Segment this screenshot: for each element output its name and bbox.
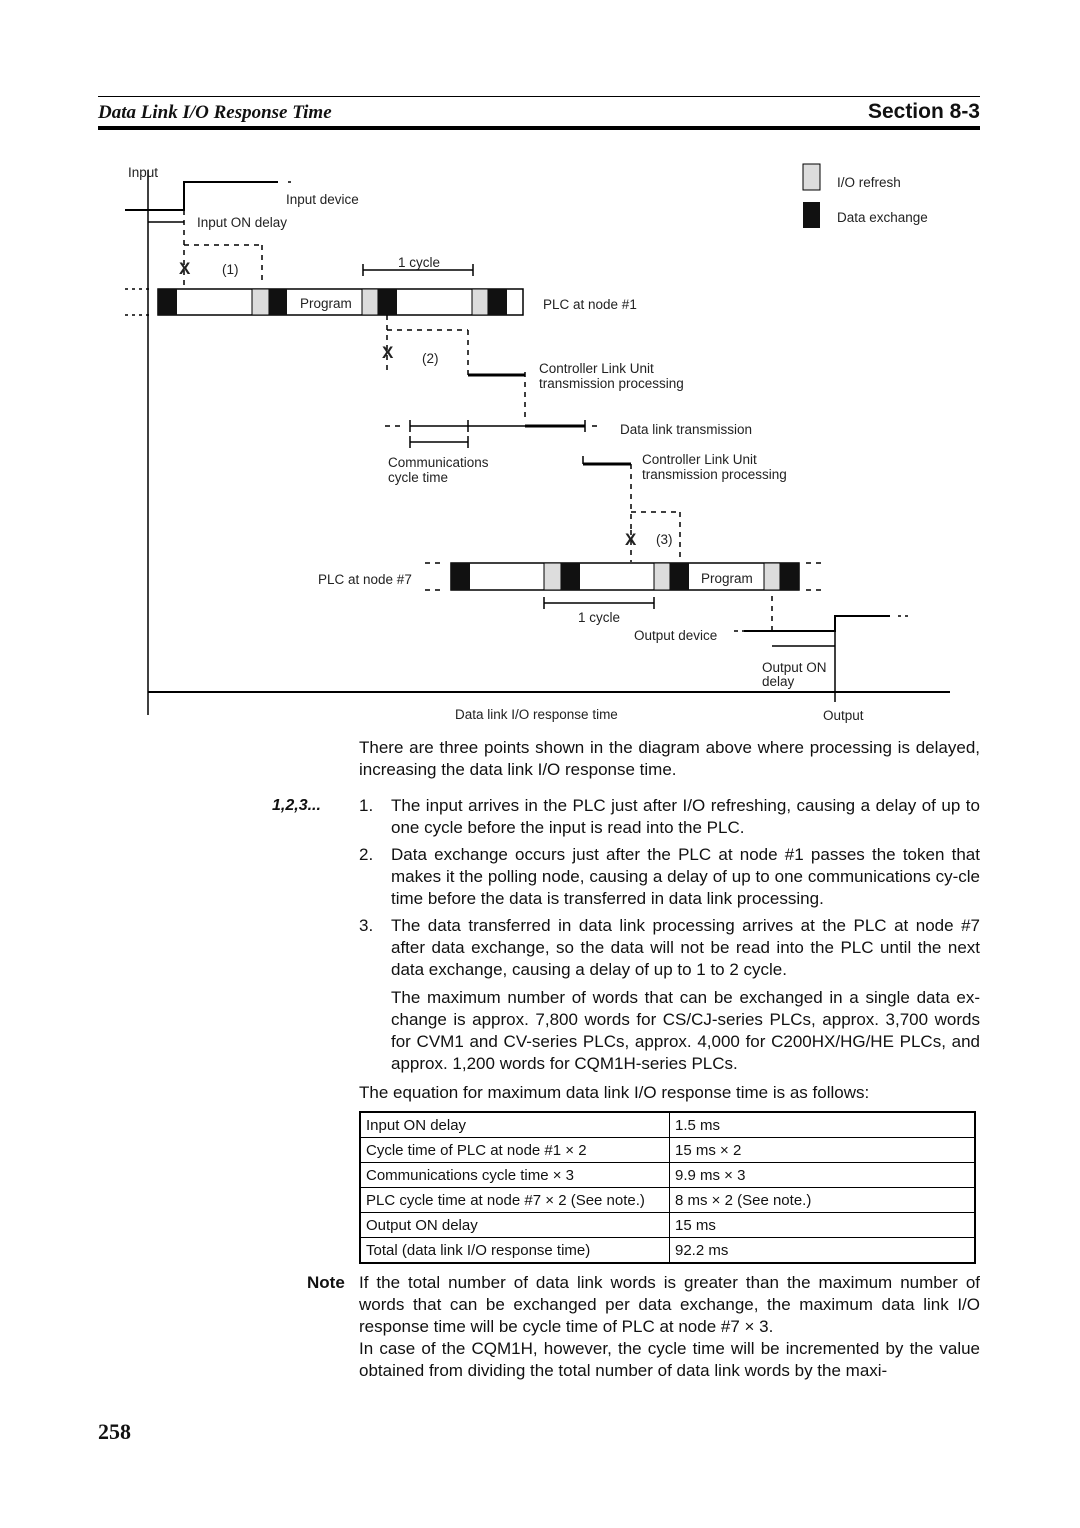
label-cycle-top: 1 cycle [398, 255, 441, 270]
x-marker-3: X [625, 530, 637, 549]
label-input-device: Input device [286, 192, 359, 207]
page-number: 258 [98, 1419, 131, 1444]
table-cell-value: 9.9 ms × 3 [670, 1163, 976, 1188]
table-cell-value: 92.2 ms [670, 1238, 976, 1264]
table-cell-value: 8 ms × 2 (See note.) [670, 1188, 976, 1213]
response-time-diagram [0, 150, 1080, 730]
x-marker-1: X [179, 259, 191, 278]
x-marker-2: X [382, 343, 394, 362]
header-rule [98, 126, 980, 130]
table-cell-label: Input ON delay [360, 1112, 670, 1138]
data-exchange-legend-swatch [803, 202, 820, 228]
note-paragraph-2: In case of the CQM1H, however, the cycle time will be incremented by the value obtained from dividing the total number of data link words by the maxi- [359, 1339, 980, 1380]
label-output-on-b: delay [762, 674, 795, 689]
item-3-number: 3. [359, 916, 374, 935]
legend-io-refresh: I/O refresh [837, 175, 901, 190]
max-words-paragraph: The maximum number of words that can be exchanged in a single data ex-change is approx. 7,800 words for CS/CJ-series PLCs, approx. 3,700 words for CVM1 and CV-series PLCs, approx. 4,000 for C200HX/HG/HE PLCs, and approx. 1,200 words for CQM1H-series PLCs. [391, 988, 980, 1073]
table-cell-label: PLC cycle time at node #7 × 2 (See note.) [360, 1188, 670, 1213]
item-2-number: 2. [359, 845, 374, 864]
label-clu-proc1-b: transmission processing [539, 376, 684, 391]
label-input-on-delay: Input ON delay [197, 215, 288, 230]
label-output-device: Output device [634, 628, 718, 643]
note-label: Note [307, 1273, 345, 1292]
table-row [360, 1163, 975, 1188]
label-data-link-transmission: Data link transmission [620, 422, 753, 437]
label-plc-node1: PLC at node #1 [543, 297, 637, 312]
label-clu-proc2-b: transmission processing [642, 467, 787, 482]
table-cell-value: 15 ms [670, 1213, 976, 1238]
label-marker-2: (2) [422, 351, 439, 366]
table-cell-label: Communications cycle time × 3 [360, 1163, 670, 1188]
label-output-on-a: Output ON [762, 660, 827, 675]
label-comm-cycle-b: cycle time [388, 470, 449, 485]
legend-data-exchange: Data exchange [837, 210, 928, 225]
table-cell-label: Output ON delay [360, 1213, 670, 1238]
page-header-title: Data Link I/O Response Time [98, 102, 332, 123]
label-clu-proc1-a: Controller Link Unit [539, 361, 654, 376]
table-row [360, 1112, 975, 1138]
label-output: Output [823, 708, 864, 723]
label-plc-node7: PLC at node #7 [318, 572, 412, 587]
label-comm-cycle-a: Communications [388, 455, 489, 470]
label-program-top: Program [300, 296, 352, 311]
table-cell-value: 15 ms × 2 [670, 1138, 976, 1163]
label-marker-1: (1) [222, 262, 239, 277]
io-refresh-legend-swatch [803, 164, 820, 190]
label-cycle-bottom: 1 cycle [578, 610, 621, 625]
header-top-rule [98, 96, 980, 97]
intro-paragraph: There are three points shown in the diagram above where processing is delayed, increasing the data link I/O response time. [359, 738, 980, 779]
label-program-bottom: Program [701, 571, 753, 586]
page-header-section: Section 8-3 [867, 100, 980, 123]
table-row [360, 1188, 975, 1213]
item-1-text: The input arrives in the PLC just after I/O refreshing, causing a delay of up to one cycle before the input is read into the PLC. [391, 796, 980, 837]
side-label: 1,2,3... [272, 797, 321, 814]
label-input: Input [128, 165, 159, 180]
table-row [360, 1138, 975, 1163]
table-cell-value: 1.5 ms [670, 1112, 976, 1138]
item-1-number: 1. [359, 796, 374, 815]
response-time-table [359, 1111, 976, 1264]
item-2-text: Data exchange occurs just after the PLC at node #1 passes the token that makes it the polling node, causing a delay of up to one communications cy-cle time before the data is transferred in data link processing. [391, 845, 980, 908]
note-paragraph-1: If the total number of data link words is greater than the maximum number of words that can be exchanged per data exchange, the maximum data link I/O response time will be cycle time of PLC at node #7 × 3. [359, 1273, 980, 1336]
table-row [360, 1213, 975, 1238]
equation-intro: The equation for maximum data link I/O response time is as follows: [359, 1083, 870, 1102]
item-3-text: The data transferred in data link processing arrives at the PLC at node #7 after data exchange, so the data will not be read into the PLC until the next data exchange, causing a delay of up to 1 to 2 cycle. [391, 916, 980, 979]
label-response-time: Data link I/O response time [455, 707, 618, 722]
label-marker-3: (3) [656, 532, 673, 547]
table-cell-label: Total (data link I/O response time) [360, 1238, 670, 1264]
output-signal [744, 616, 890, 631]
table-cell-label: Cycle time of PLC at node #1 × 2 [360, 1138, 670, 1163]
table-row [360, 1238, 975, 1264]
label-clu-proc2-a: Controller Link Unit [642, 452, 757, 467]
